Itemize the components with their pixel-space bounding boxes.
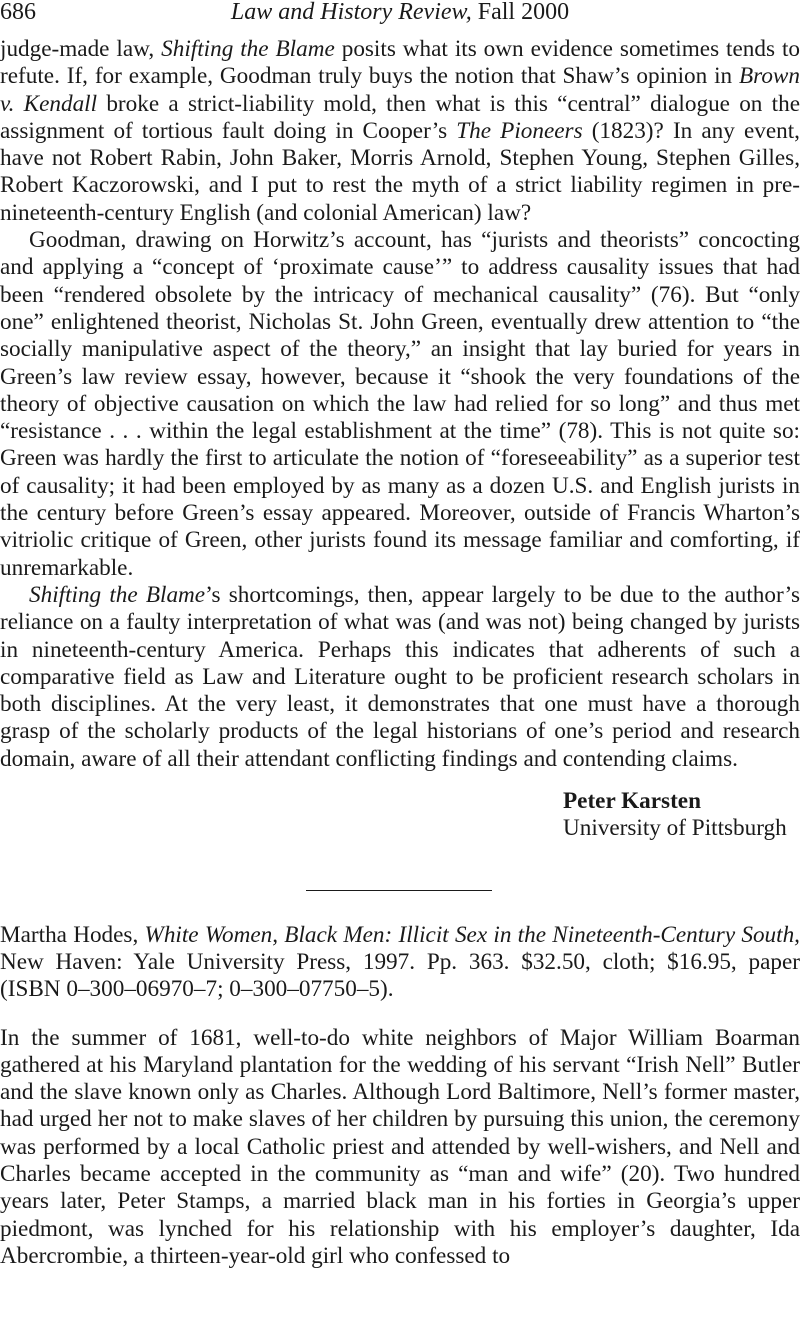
journal-issue: Fall 2000 — [477, 0, 570, 25]
journal-title — [0, 0, 800, 28]
review1-paragraph-3 — [0, 582, 800, 773]
case-name-italic: Brown v. Kendall — [0, 63, 800, 117]
book-title-italic: Shifting the Blame — [29, 581, 206, 608]
review2-bibliographic-heading — [0, 922, 800, 1004]
review2-paragraph-1: In the summer of 1681, well-to-do white neighbors of Major William Boarman gathered at his Maryland plantation for the wedding of his servant “Irish Nell” Butler and the slave known only as Charles. Although Lord Baltimore, Nell’s former master, had urged her not to make slaves of her children by pursuing this union, the ceremony was performed by a local Catholic priest and attended by well-wishers, and Nell and Charles became accepted in the community as “man and wife” (20). Two hundred years later, Peter Stamps, a married black man in his forties in Georgia’s upper piedmont, was lynched for his relationship with his employer’s daughter, Ida Abercrombie, a thirteen-year-old girl who confessed to — [0, 1024, 800, 1269]
article-body — [0, 36, 800, 1270]
reviewer-signature — [0, 788, 800, 843]
text-run: judge-made law, — [0, 36, 162, 62]
book-title-italic: Shifting the Blame — [161, 36, 335, 62]
running-head — [0, 0, 800, 30]
reviewer-name: Peter Karsten — [563, 788, 701, 815]
text-run: ’s shortcomings, then, appear largely to be due to the author’s reliance on a faulty interpretation of what was (and was not) being changed by jurists in nineteenth-century America. Perhaps this indicates that adherents of such a comparative field as Law and Literature ought to be proficient research scholars in both disciplines. At the very least, it demonstrates that one must have a thorough grasp of the scholarly products of the legal historians of one’s period and research domain, aware of all their attendant conflicting findings and contending claims. — [0, 581, 800, 772]
text-run: broke a strict-liability mold, then what is this “central” dialogue on the assignment of tortious fault doing in Cooper’s — [0, 90, 800, 144]
review1-paragraph-2: Goodman, drawing on Horwitz’s account, has “jurists and theorists” concocting and applying a “concept of ‘proximate cause’” to address causality issues that had been “rendered obsolete by the intricacy of mechanical causality” (76). But “only one” enlightened theorist, Nicholas St. John Green, eventually drew attention to “the socially manipulative aspect of the theory,” an insight that lay buried for years in Green’s law review essay, however, because it “shook the very foundations of the theory of objective causation on which the law had relied for so long” and thus met “resistance . . . within the legal establishment at the time” (78). This is not quite so: Green was hardly the first to articulate the notion of “foreseeability” as a superior test of causality; it had been employed by as many as a dozen U.S. and English jurists in the century before Green’s essay appeared. Moreover, outside of Francis Wharton’s vitriolic critique of Green, other jurists found its message familiar and comforting, if unremarkable. — [0, 227, 800, 581]
book-author: Martha Hodes, — [0, 921, 145, 948]
page-number: 686 — [0, 0, 36, 25]
section-divider — [306, 890, 492, 891]
journal-name: Law and History Review, — [230, 0, 472, 25]
publication-details: New Haven: Yale University Press, 1997. Pp. 363. $32.50, cloth; $16.95, paper (ISBN 0–300–06970–7; 0–300–07750–5). — [0, 948, 800, 1003]
text-run: posits what its own evidence sometimes tends to refute. If, for example, Goodman truly buys the notion that Shaw’s opinion in — [0, 36, 800, 90]
review1-paragraph-1 — [0, 36, 800, 227]
book-title-italic: White Women, Black Men: Illicit Sex in the Nineteenth-Century South, — [144, 921, 800, 948]
reviewer-affiliation: University of Pittsburgh — [563, 815, 787, 842]
novel-title-italic: The Pioneers — [456, 117, 583, 144]
text-run: (1823)? In any event, have not Robert Rabin, John Baker, Morris Arnold, Stephen Young, Stephen Gilles, Robert Kaczorowski, and I put to rest the myth of a strict liability regimen in pre-nineteenth-century English (and colonial American) law? — [0, 117, 800, 226]
